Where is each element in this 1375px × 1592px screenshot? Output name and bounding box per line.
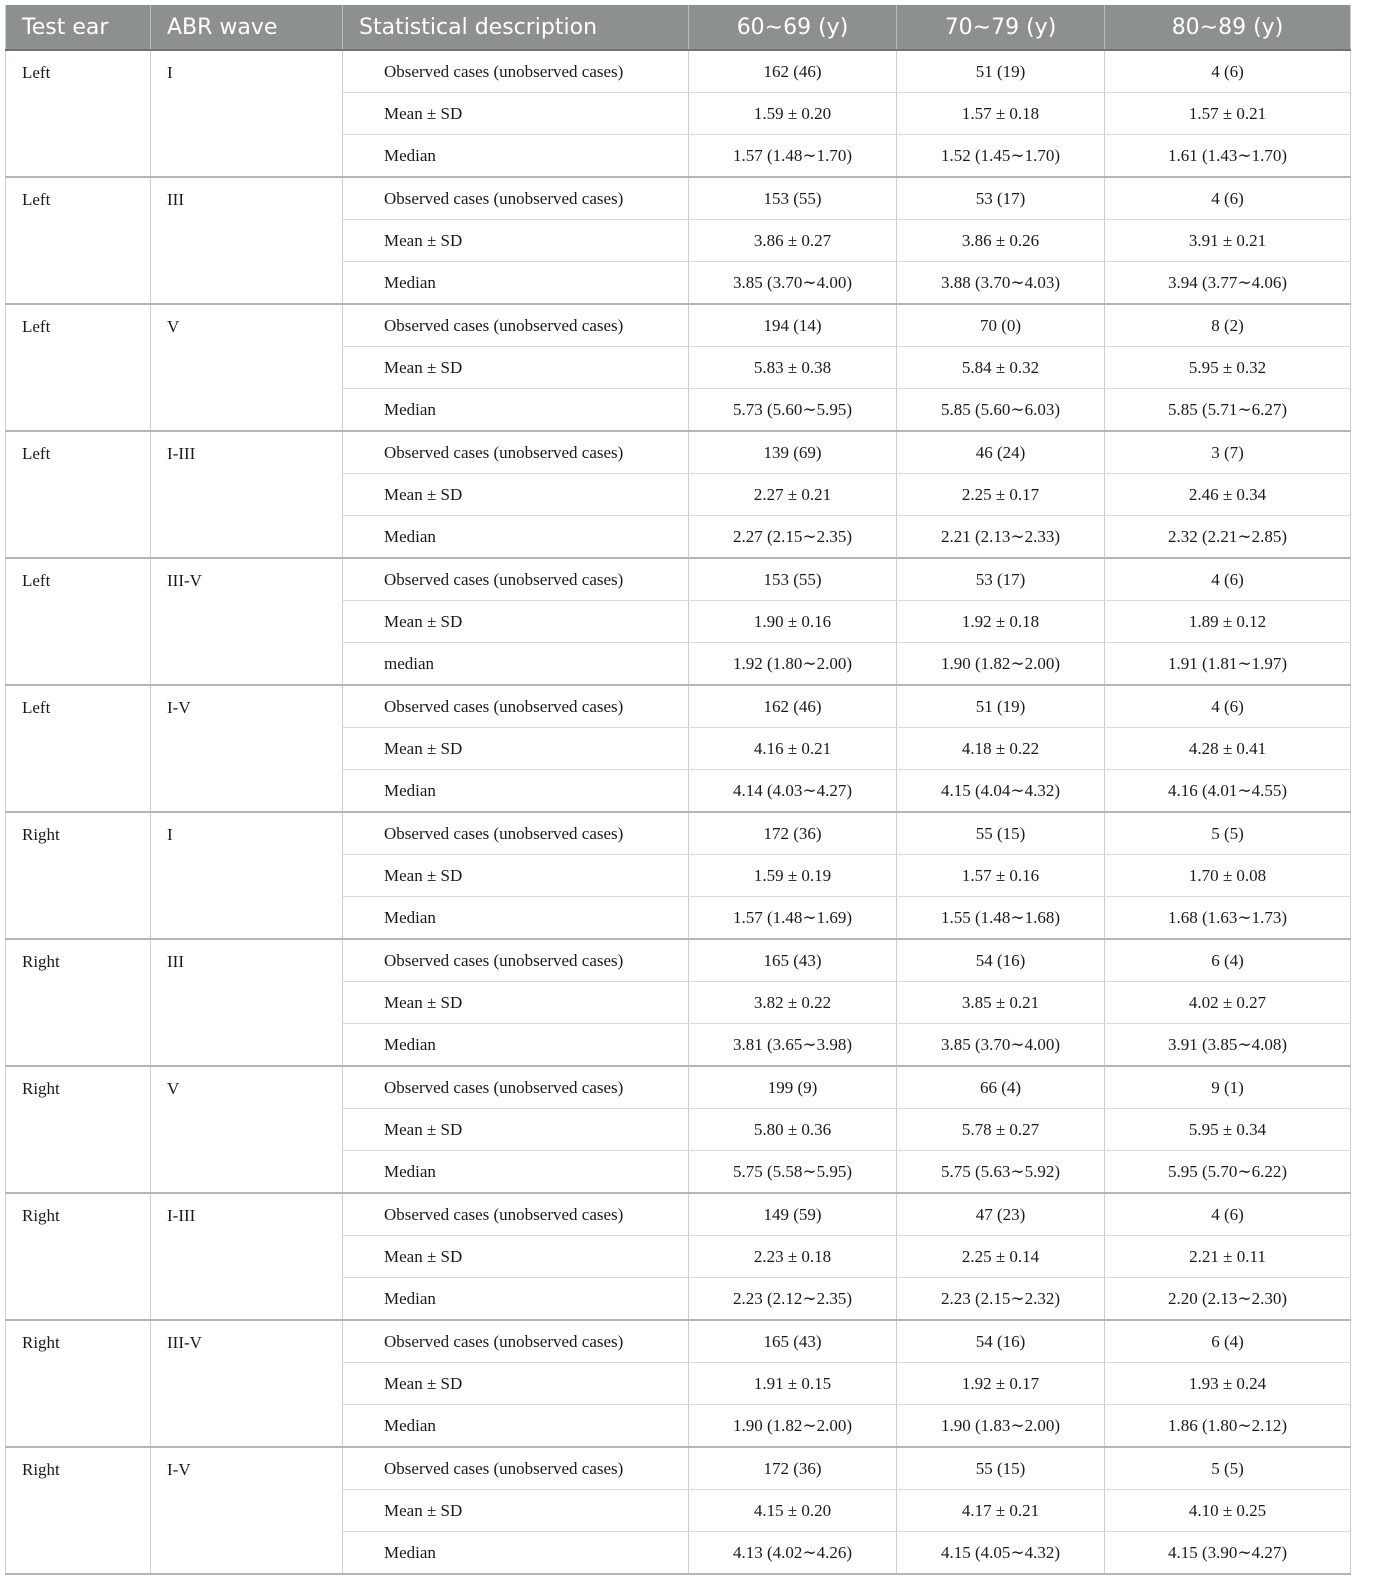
age-60-69-cell: 2.27 ± 0.21 xyxy=(689,474,897,516)
age-80-89-cell: 2.32 (2.21∼2.85) xyxy=(1105,516,1351,559)
test-ear-cell: Left xyxy=(6,558,151,685)
age-60-69-cell: 194 (14) xyxy=(689,304,897,347)
statistical-description-cell: Observed cases (unobserved cases) xyxy=(343,939,689,982)
age-80-89-cell: 3 (7) xyxy=(1105,431,1351,474)
statistical-description-cell: Mean ± SD xyxy=(343,1109,689,1151)
statistical-description-cell: Mean ± SD xyxy=(343,1236,689,1278)
age-70-79-cell: 1.92 ± 0.18 xyxy=(897,601,1105,643)
statistical-description-cell: Median xyxy=(343,135,689,178)
age-70-79-cell: 1.92 ± 0.17 xyxy=(897,1363,1105,1405)
statistical-description-cell: Mean ± SD xyxy=(343,601,689,643)
age-60-69-cell: 4.14 (4.03∼4.27) xyxy=(689,770,897,813)
statistical-description-cell: median xyxy=(343,643,689,686)
age-70-79-cell: 4.18 ± 0.22 xyxy=(897,728,1105,770)
age-60-69-cell: 162 (46) xyxy=(689,50,897,93)
age-80-89-cell: 8 (2) xyxy=(1105,304,1351,347)
age-60-69-cell: 149 (59) xyxy=(689,1193,897,1236)
header-statistical-description: Statistical description xyxy=(343,5,689,50)
statistical-description-cell: Observed cases (unobserved cases) xyxy=(343,685,689,728)
abr-wave-cell: I xyxy=(151,812,343,939)
age-80-89-cell: 5.95 ± 0.32 xyxy=(1105,347,1351,389)
age-80-89-cell: 4 (6) xyxy=(1105,1193,1351,1236)
age-60-69-cell: 1.59 ± 0.19 xyxy=(689,855,897,897)
age-80-89-cell: 3.91 (3.85∼4.08) xyxy=(1105,1024,1351,1067)
test-ear-cell: Right xyxy=(6,1447,151,1574)
age-60-69-cell: 1.57 (1.48∼1.70) xyxy=(689,135,897,178)
header-row xyxy=(6,5,1351,50)
age-70-79-cell: 1.57 ± 0.16 xyxy=(897,855,1105,897)
statistical-description-cell: Mean ± SD xyxy=(343,855,689,897)
statistical-description-cell: Mean ± SD xyxy=(343,728,689,770)
statistical-description-cell: Observed cases (unobserved cases) xyxy=(343,1066,689,1109)
statistical-description-cell: Median xyxy=(343,1024,689,1067)
statistical-description-cell: Median xyxy=(343,1278,689,1321)
header-age-60-69: 60∼69 (y) xyxy=(689,5,897,50)
age-60-69-cell: 3.82 ± 0.22 xyxy=(689,982,897,1024)
statistical-description-cell: Mean ± SD xyxy=(343,220,689,262)
statistical-description-cell: Mean ± SD xyxy=(343,982,689,1024)
age-70-79-cell: 2.23 (2.15∼2.32) xyxy=(897,1278,1105,1321)
statistical-description-cell: Mean ± SD xyxy=(343,93,689,135)
age-60-69-cell: 139 (69) xyxy=(689,431,897,474)
statistical-description-cell: Observed cases (unobserved cases) xyxy=(343,431,689,474)
age-70-79-cell: 4.17 ± 0.21 xyxy=(897,1490,1105,1532)
age-60-69-cell: 165 (43) xyxy=(689,1320,897,1363)
statistical-description-cell: Mean ± SD xyxy=(343,1490,689,1532)
age-80-89-cell: 4.10 ± 0.25 xyxy=(1105,1490,1351,1532)
table-wrapper xyxy=(5,5,1350,1575)
age-80-89-cell: 4 (6) xyxy=(1105,685,1351,728)
table-row xyxy=(6,50,1351,93)
age-80-89-cell: 6 (4) xyxy=(1105,1320,1351,1363)
age-80-89-cell: 1.61 (1.43∼1.70) xyxy=(1105,135,1351,178)
age-60-69-cell: 172 (36) xyxy=(689,812,897,855)
age-70-79-cell: 3.85 (3.70∼4.00) xyxy=(897,1024,1105,1067)
age-70-79-cell: 2.25 ± 0.17 xyxy=(897,474,1105,516)
age-60-69-cell: 5.73 (5.60∼5.95) xyxy=(689,389,897,432)
age-60-69-cell: 1.92 (1.80∼2.00) xyxy=(689,643,897,686)
age-70-79-cell: 3.85 ± 0.21 xyxy=(897,982,1105,1024)
age-70-79-cell: 5.84 ± 0.32 xyxy=(897,347,1105,389)
age-80-89-cell: 1.70 ± 0.08 xyxy=(1105,855,1351,897)
age-80-89-cell: 4 (6) xyxy=(1105,558,1351,601)
table-row xyxy=(6,1066,1351,1109)
age-60-69-cell: 172 (36) xyxy=(689,1447,897,1490)
test-ear-cell: Left xyxy=(6,50,151,177)
age-70-79-cell: 4.15 (4.04∼4.32) xyxy=(897,770,1105,813)
age-60-69-cell: 5.80 ± 0.36 xyxy=(689,1109,897,1151)
table-header xyxy=(6,5,1351,50)
age-70-79-cell: 1.55 (1.48∼1.68) xyxy=(897,897,1105,940)
header-abr-wave: ABR wave xyxy=(151,5,343,50)
statistical-description-cell: Observed cases (unobserved cases) xyxy=(343,812,689,855)
age-60-69-cell: 199 (9) xyxy=(689,1066,897,1109)
age-70-79-cell: 55 (15) xyxy=(897,1447,1105,1490)
statistical-description-cell: Median xyxy=(343,1151,689,1194)
age-80-89-cell: 1.93 ± 0.24 xyxy=(1105,1363,1351,1405)
age-80-89-cell: 6 (4) xyxy=(1105,939,1351,982)
age-80-89-cell: 5.95 ± 0.34 xyxy=(1105,1109,1351,1151)
table-row xyxy=(6,1193,1351,1236)
age-60-69-cell: 153 (55) xyxy=(689,558,897,601)
age-60-69-cell: 5.83 ± 0.38 xyxy=(689,347,897,389)
age-70-79-cell: 3.86 ± 0.26 xyxy=(897,220,1105,262)
age-60-69-cell: 1.91 ± 0.15 xyxy=(689,1363,897,1405)
age-70-79-cell: 5.85 (5.60∼6.03) xyxy=(897,389,1105,432)
age-60-69-cell: 1.57 (1.48∼1.69) xyxy=(689,897,897,940)
age-80-89-cell: 3.94 (3.77∼4.06) xyxy=(1105,262,1351,305)
age-70-79-cell: 5.78 ± 0.27 xyxy=(897,1109,1105,1151)
statistical-description-cell: Observed cases (unobserved cases) xyxy=(343,177,689,220)
abr-wave-cell: III-V xyxy=(151,558,343,685)
age-80-89-cell: 4 (6) xyxy=(1105,50,1351,93)
age-80-89-cell: 1.86 (1.80∼2.12) xyxy=(1105,1405,1351,1448)
table-row xyxy=(6,1320,1351,1363)
age-60-69-cell: 165 (43) xyxy=(689,939,897,982)
age-70-79-cell: 53 (17) xyxy=(897,558,1105,601)
age-80-89-cell: 5.85 (5.71∼6.27) xyxy=(1105,389,1351,432)
age-60-69-cell: 4.13 (4.02∼4.26) xyxy=(689,1532,897,1575)
age-80-89-cell: 4 (6) xyxy=(1105,177,1351,220)
statistical-description-cell: Observed cases (unobserved cases) xyxy=(343,1447,689,1490)
test-ear-cell: Left xyxy=(6,685,151,812)
statistical-description-cell: Mean ± SD xyxy=(343,474,689,516)
age-80-89-cell: 2.46 ± 0.34 xyxy=(1105,474,1351,516)
age-70-79-cell: 2.25 ± 0.14 xyxy=(897,1236,1105,1278)
statistical-description-cell: Median xyxy=(343,770,689,813)
table-row xyxy=(6,1447,1351,1490)
test-ear-cell: Right xyxy=(6,1066,151,1193)
age-80-89-cell: 4.02 ± 0.27 xyxy=(1105,982,1351,1024)
age-80-89-cell: 4.28 ± 0.41 xyxy=(1105,728,1351,770)
age-70-79-cell: 51 (19) xyxy=(897,685,1105,728)
abr-wave-cell: V xyxy=(151,304,343,431)
age-60-69-cell: 1.90 ± 0.16 xyxy=(689,601,897,643)
test-ear-cell: Left xyxy=(6,177,151,304)
age-70-79-cell: 54 (16) xyxy=(897,1320,1105,1363)
age-70-79-cell: 4.15 (4.05∼4.32) xyxy=(897,1532,1105,1575)
statistical-description-cell: Median xyxy=(343,516,689,559)
age-80-89-cell: 5.95 (5.70∼6.22) xyxy=(1105,1151,1351,1194)
age-60-69-cell: 3.86 ± 0.27 xyxy=(689,220,897,262)
table-row xyxy=(6,685,1351,728)
test-ear-cell: Right xyxy=(6,939,151,1066)
statistical-description-cell: Observed cases (unobserved cases) xyxy=(343,50,689,93)
header-test-ear: Test ear xyxy=(6,5,151,50)
age-60-69-cell: 4.16 ± 0.21 xyxy=(689,728,897,770)
test-ear-cell: Left xyxy=(6,304,151,431)
statistical-description-cell: Median xyxy=(343,1532,689,1575)
age-80-89-cell: 9 (1) xyxy=(1105,1066,1351,1109)
statistical-description-cell: Mean ± SD xyxy=(343,1363,689,1405)
age-70-79-cell: 66 (4) xyxy=(897,1066,1105,1109)
abr-wave-cell: I xyxy=(151,50,343,177)
age-60-69-cell: 3.85 (3.70∼4.00) xyxy=(689,262,897,305)
statistical-description-cell: Median xyxy=(343,897,689,940)
statistical-description-cell: Observed cases (unobserved cases) xyxy=(343,1320,689,1363)
table-row xyxy=(6,812,1351,855)
age-60-69-cell: 3.81 (3.65∼3.98) xyxy=(689,1024,897,1067)
abr-wave-cell: III xyxy=(151,177,343,304)
age-70-79-cell: 51 (19) xyxy=(897,50,1105,93)
age-60-69-cell: 162 (46) xyxy=(689,685,897,728)
abr-statistics-table xyxy=(5,5,1351,1575)
statistical-description-cell: Observed cases (unobserved cases) xyxy=(343,1193,689,1236)
age-60-69-cell: 1.90 (1.82∼2.00) xyxy=(689,1405,897,1448)
age-70-79-cell: 1.90 (1.82∼2.00) xyxy=(897,643,1105,686)
age-80-89-cell: 5 (5) xyxy=(1105,812,1351,855)
header-age-80-89: 80∼89 (y) xyxy=(1105,5,1351,50)
age-60-69-cell: 2.23 (2.12∼2.35) xyxy=(689,1278,897,1321)
table-row xyxy=(6,431,1351,474)
statistical-description-cell: Observed cases (unobserved cases) xyxy=(343,558,689,601)
test-ear-cell: Right xyxy=(6,1320,151,1447)
test-ear-cell: Right xyxy=(6,812,151,939)
statistical-description-cell: Observed cases (unobserved cases) xyxy=(343,304,689,347)
age-70-79-cell: 70 (0) xyxy=(897,304,1105,347)
abr-wave-cell: I-V xyxy=(151,685,343,812)
age-70-79-cell: 5.75 (5.63∼5.92) xyxy=(897,1151,1105,1194)
age-80-89-cell: 3.91 ± 0.21 xyxy=(1105,220,1351,262)
age-60-69-cell: 1.59 ± 0.20 xyxy=(689,93,897,135)
abr-wave-cell: I-III xyxy=(151,1193,343,1320)
abr-wave-cell: III xyxy=(151,939,343,1066)
age-60-69-cell: 5.75 (5.58∼5.95) xyxy=(689,1151,897,1194)
test-ear-cell: Right xyxy=(6,1193,151,1320)
table-row xyxy=(6,304,1351,347)
age-80-89-cell: 1.68 (1.63∼1.73) xyxy=(1105,897,1351,940)
age-80-89-cell: 5 (5) xyxy=(1105,1447,1351,1490)
statistical-description-cell: Median xyxy=(343,389,689,432)
age-70-79-cell: 1.90 (1.83∼2.00) xyxy=(897,1405,1105,1448)
age-70-79-cell: 54 (16) xyxy=(897,939,1105,982)
statistical-description-cell: Mean ± SD xyxy=(343,347,689,389)
age-80-89-cell: 4.16 (4.01∼4.55) xyxy=(1105,770,1351,813)
abr-wave-cell: V xyxy=(151,1066,343,1193)
age-60-69-cell: 153 (55) xyxy=(689,177,897,220)
abr-wave-cell: I-V xyxy=(151,1447,343,1574)
age-70-79-cell: 1.57 ± 0.18 xyxy=(897,93,1105,135)
age-70-79-cell: 47 (23) xyxy=(897,1193,1105,1236)
age-80-89-cell: 1.89 ± 0.12 xyxy=(1105,601,1351,643)
age-70-79-cell: 55 (15) xyxy=(897,812,1105,855)
table-row xyxy=(6,939,1351,982)
test-ear-cell: Left xyxy=(6,431,151,558)
age-80-89-cell: 2.21 ± 0.11 xyxy=(1105,1236,1351,1278)
age-80-89-cell: 4.15 (3.90∼4.27) xyxy=(1105,1532,1351,1575)
abr-wave-cell: I-III xyxy=(151,431,343,558)
abr-wave-cell: III-V xyxy=(151,1320,343,1447)
age-70-79-cell: 3.88 (3.70∼4.03) xyxy=(897,262,1105,305)
age-70-79-cell: 2.21 (2.13∼2.33) xyxy=(897,516,1105,559)
age-80-89-cell: 1.57 ± 0.21 xyxy=(1105,93,1351,135)
table-row xyxy=(6,558,1351,601)
statistical-description-cell: Median xyxy=(343,1405,689,1448)
statistical-description-cell: Median xyxy=(343,262,689,305)
table-body xyxy=(6,50,1351,1574)
age-70-79-cell: 46 (24) xyxy=(897,431,1105,474)
age-60-69-cell: 2.27 (2.15∼2.35) xyxy=(689,516,897,559)
table-row xyxy=(6,177,1351,220)
age-80-89-cell: 2.20 (2.13∼2.30) xyxy=(1105,1278,1351,1321)
age-60-69-cell: 2.23 ± 0.18 xyxy=(689,1236,897,1278)
age-60-69-cell: 4.15 ± 0.20 xyxy=(689,1490,897,1532)
age-70-79-cell: 1.52 (1.45∼1.70) xyxy=(897,135,1105,178)
age-70-79-cell: 53 (17) xyxy=(897,177,1105,220)
header-age-70-79: 70∼79 (y) xyxy=(897,5,1105,50)
age-80-89-cell: 1.91 (1.81∼1.97) xyxy=(1105,643,1351,686)
